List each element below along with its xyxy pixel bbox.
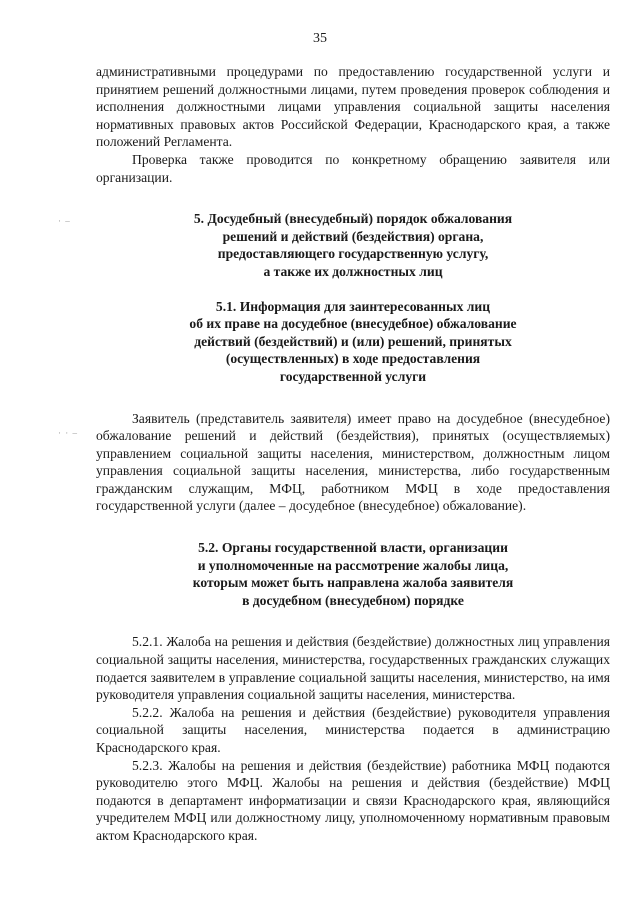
heading-line: в досудебном (внесудебном) порядке bbox=[242, 592, 464, 608]
heading-line: об их праве на досудебное (внесудебное) обжалование bbox=[189, 316, 517, 332]
margin-mark: · · – bbox=[58, 428, 78, 438]
heading-line: (осуществленных) в ходе предоставления bbox=[225, 351, 481, 367]
margin-mark: · – bbox=[58, 216, 71, 226]
heading-line: предоставляющего государственную услугу, bbox=[217, 246, 489, 262]
heading-line: а также их должностных лиц bbox=[263, 263, 443, 279]
clause-5-2-1-paragraph: 5.2.1. Жалоба на решения и действия (бездействие) должностных лиц управления социальной защиты населения, министерства, государственных гражданских служащих подается заявителем в управление социальной защиты населения, министерство, на имя руководителя управления социальной защиты населения, министерства. bbox=[96, 634, 610, 703]
intro-paragraph: административными процедурами по предоставлению государственной услуги и принятием решений должностными лицами, путем проведения проверок соблюдения и исполнения должностными лицами управления социальной защиты населения нормативных правовых актов Российской Федерации, Краснодарского края, а также положений Регламента. bbox=[96, 64, 610, 150]
heading-line: 5.1. Информация для заинтересованных лиц bbox=[215, 298, 491, 314]
inspection-paragraph: Проверка также проводится по конкретному обращению заявителя или организации. bbox=[96, 151, 610, 185]
section-5-1-heading bbox=[96, 298, 610, 386]
heading-line: решений и действий (бездействия) органа, bbox=[222, 228, 484, 244]
heading-line: 5. Досудебный (внесудебный) порядок обжалования bbox=[193, 211, 513, 227]
section-5-heading bbox=[96, 210, 610, 280]
heading-line: действий (бездействий) и (или) решений, принятых bbox=[194, 333, 512, 349]
section-5-2-heading bbox=[96, 539, 610, 609]
clause-5-2-2-paragraph: 5.2.2. Жалоба на решения и действия (бездействие) руководителя управления социальной защиты населения, министерства подается в администрацию Краснодарского края. bbox=[96, 704, 610, 755]
clause-5-2-3-paragraph: 5.2.3. Жалобы на решения и действия (бездействие) работника МФЦ подаются руководителю этого МФЦ. Жалобы на решения и действия (бездействие) МФЦ подаются в департамент информатизации и связи Краснодарского края, являющийся учредителем МФЦ или должностному лицу, уполномоченному нормативным правовым актом Краснодарского края. bbox=[96, 757, 610, 843]
appeal-right-paragraph: Заявитель (представитель заявителя) имеет право на досудебное (внесудебное) обжалование решений и действий (бездействия), принятых (осуществляемых) управлением социальной защиты населения, министерством, должностным лицом управления социальной защиты населения, министерства, либо государственным гражданским служащим, МФЦ, работником МФЦ в ходе предоставления государственной услуги (далее – досудебное (внесудебное) обжалование). bbox=[96, 410, 610, 514]
heading-line: которым может быть направлена жалоба заявителя bbox=[192, 575, 514, 591]
heading-line: 5.2. Органы государственной власти, организации bbox=[198, 540, 508, 556]
page-number: 35 bbox=[313, 31, 327, 46]
heading-line: государственной услуги bbox=[279, 368, 427, 384]
document-body bbox=[96, 63, 610, 845]
heading-line: и уполномоченные на рассмотрение жалобы лица, bbox=[197, 557, 509, 573]
